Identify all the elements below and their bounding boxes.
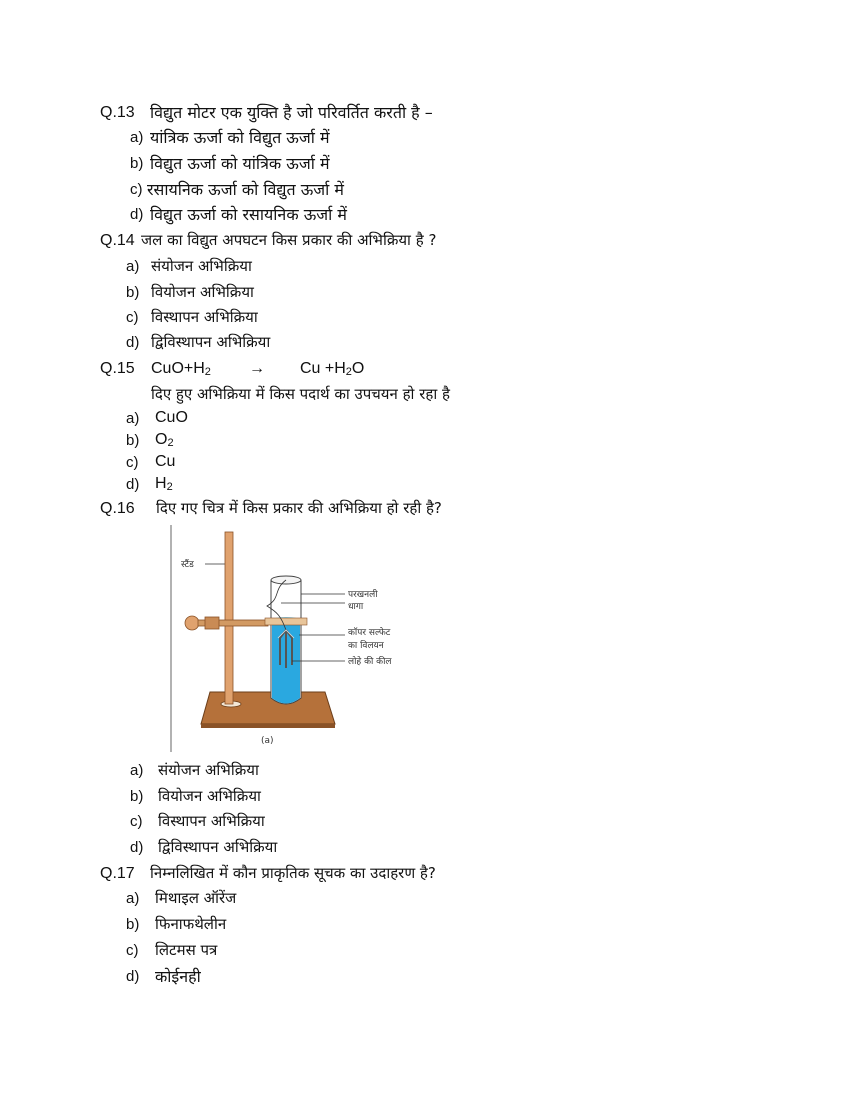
q15-option-d-text: [155, 475, 173, 493]
q16-option-d-letter: d): [130, 839, 144, 856]
q14-option-b-text: वियोजन अभिक्रिया: [151, 283, 254, 301]
clamp-grip: [265, 618, 307, 625]
label-solution: का विलयन: [348, 641, 384, 651]
question-15-number: Q.15: [100, 360, 135, 377]
q15-option-c-letter: c): [126, 454, 139, 471]
products-text: Cu +H: [300, 360, 346, 377]
q13-option-b-letter: b): [130, 155, 144, 172]
q15-option-a-letter: a): [126, 410, 140, 427]
clamp-boss: [205, 617, 219, 629]
figure-caption: (a): [261, 736, 274, 746]
stand-base-edge: [201, 724, 335, 728]
q17-option-d-text: कोईनही: [155, 967, 201, 986]
q15-option-b-formula: O: [155, 431, 168, 448]
reaction-arrow: →: [249, 360, 265, 377]
q16-option-b-letter: b): [130, 788, 144, 805]
question-13-number: Q.13: [100, 104, 135, 121]
label-test-tube: परखनली: [348, 590, 378, 600]
question-17-number: Q.17: [100, 865, 135, 882]
q14-option-c-letter: c): [126, 309, 139, 326]
q16-option-d-text: द्विविस्थापन अभिक्रिया: [158, 838, 278, 856]
label-iron-nail: लोहे की कील: [348, 657, 392, 667]
q15-option-d-subscript: 2: [166, 481, 173, 493]
clamp-knob: [185, 616, 199, 630]
q17-option-b-letter: b): [126, 916, 140, 933]
q17-option-c-text: लिटमस पत्र: [155, 941, 218, 959]
products-tail: O: [351, 360, 365, 377]
label-thread: धागा: [348, 602, 364, 612]
q16-option-b-text: वियोजन अभिक्रिया: [158, 787, 261, 805]
q16-option-c-text: विस्थापन अभिक्रिया: [158, 812, 265, 830]
stand-base: [201, 692, 335, 724]
q15-option-c-formula: Cu: [155, 453, 176, 470]
products-subscript: 2: [345, 366, 352, 378]
question-17-text: निम्नलिखित में कौन प्राकृतिक सूचक का उदाहरण है?: [150, 864, 436, 882]
q15-option-b-letter: b): [126, 432, 140, 449]
experiment-figure: [165, 520, 425, 755]
q17-option-a-letter: a): [126, 890, 140, 907]
q17-option-b-text: फिनाफथेलीन: [155, 915, 227, 933]
q15-option-a-formula: CuO: [155, 409, 188, 426]
question-16-number: Q.16: [100, 500, 135, 517]
question-14-number: Q.14: [100, 232, 135, 249]
q17-option-d-letter: d): [126, 968, 140, 985]
q13-option-c-letter: c): [130, 181, 143, 198]
question-14-text: जल का विद्युत अपघटन किस प्रकार की अभिक्रिया है ?: [141, 231, 437, 249]
q13-option-a-letter: a): [130, 129, 144, 146]
q14-option-d-letter: d): [126, 334, 140, 351]
q17-option-a-text: मिथाइल ऑरेंज: [155, 889, 237, 907]
q13-option-d-text: विद्युत ऊर्जा को रसायनिक ऊर्जा में: [150, 205, 347, 224]
q13-option-b-text: विद्युत ऊर्जा को यांत्रिक ऊर्जा में: [150, 154, 330, 173]
reaction-reactants: [151, 360, 211, 378]
label-copper-sulphate: कॉपर सल्फेट: [348, 628, 391, 638]
question-15-text: दिए हुए अभिक्रिया में किस पदार्थ का उपचयन हो रहा है: [151, 385, 450, 403]
question-16-text: दिए गए चित्र में किस प्रकार की अभिक्रिया हो रही है?: [156, 499, 442, 517]
q13-option-a-text: यांत्रिक ऊर्जा को विद्युत ऊर्जा में: [150, 128, 330, 147]
q14-option-d-text: द्विविस्थापन अभिक्रिया: [151, 333, 271, 351]
q14-option-a-letter: a): [126, 258, 140, 275]
q15-option-b-text: [155, 431, 174, 449]
stand-rod: [225, 532, 233, 704]
q15-option-a-text: [155, 409, 188, 427]
question-13-text: विद्युत मोटर एक युक्ति है जो परिवर्तित करती है –: [150, 103, 433, 122]
q15-option-d-formula: H: [155, 475, 167, 492]
q15-option-b-subscript: 2: [167, 437, 174, 449]
q14-option-a-text: संयोजन अभिक्रिया: [151, 257, 252, 275]
q16-option-a-letter: a): [130, 762, 144, 779]
q16-option-c-letter: c): [130, 813, 143, 830]
q14-option-c-text: विस्थापन अभिक्रिया: [151, 308, 258, 326]
q13-option-c-text: रसायनिक ऊर्जा को विद्युत ऊर्जा में: [147, 180, 344, 199]
q17-option-c-letter: c): [126, 942, 139, 959]
q13-option-d-letter: d): [130, 206, 144, 223]
stand-label: स्टैंड: [181, 560, 194, 570]
q15-option-c-text: [155, 453, 175, 471]
q15-option-d-letter: d): [126, 476, 140, 493]
q14-option-b-letter: b): [126, 284, 140, 301]
q16-option-a-text: संयोजन अभिक्रिया: [158, 761, 259, 779]
reactants-subscript: 2: [204, 366, 211, 378]
reaction-products: [300, 360, 364, 378]
reactants-text: CuO+H: [151, 360, 205, 377]
